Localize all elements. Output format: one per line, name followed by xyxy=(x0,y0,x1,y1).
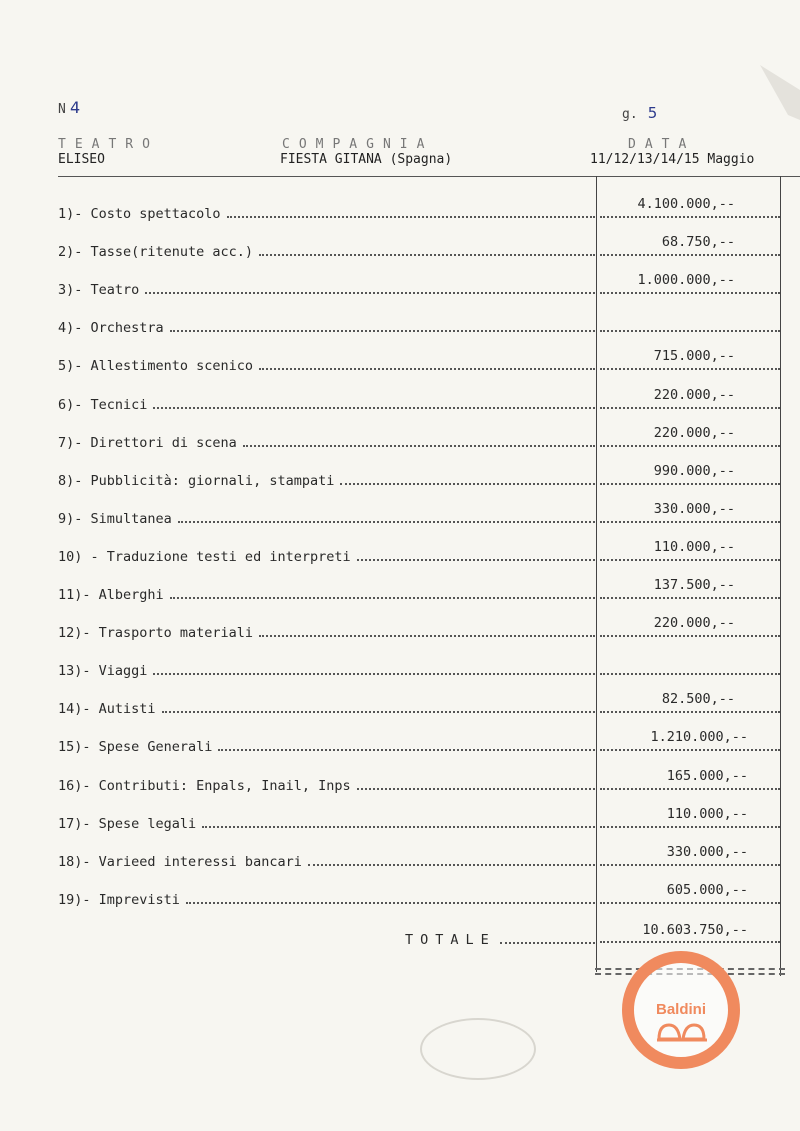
leader-dots xyxy=(259,368,595,370)
expense-row xyxy=(58,393,595,413)
compagnia-label: COMPAGNIA xyxy=(282,137,434,152)
leader-dots xyxy=(259,254,595,256)
expense-label: 9)- Simultanea xyxy=(58,511,172,527)
expense-amount: 1.000.000,-- xyxy=(637,272,735,288)
leader-dots xyxy=(243,445,595,447)
expense-row xyxy=(58,240,595,260)
leader-dots xyxy=(357,559,595,561)
leader-dots xyxy=(186,902,595,904)
amount-leader-dots xyxy=(600,407,780,409)
amount-leader-dots xyxy=(600,635,780,637)
sheet-number xyxy=(58,98,80,117)
expense-row xyxy=(58,583,595,603)
expense-row xyxy=(58,316,595,336)
amount-leader-dots xyxy=(600,330,780,332)
amount-leader-dots xyxy=(600,902,780,904)
data-label: DATA xyxy=(628,137,696,152)
compagnia-value: FIESTA GITANA (Spagna) xyxy=(280,152,453,167)
expense-amount: 220.000,-- xyxy=(653,425,735,441)
expense-amount: 330.000,-- xyxy=(666,844,748,860)
expense-row xyxy=(58,545,595,565)
open-book-icon xyxy=(656,1019,708,1043)
baldini-logo-text: Baldini xyxy=(655,1001,706,1018)
expense-row xyxy=(58,431,595,451)
amount-leader-dots xyxy=(600,673,780,675)
leader-dots xyxy=(340,483,595,485)
expense-label: 19)- Imprevisti xyxy=(58,892,180,908)
amount-leader-dots xyxy=(600,254,780,256)
expense-label: 14)- Autisti xyxy=(58,701,156,717)
expense-amount: 110.000,-- xyxy=(666,806,748,822)
expense-label: 12)- Trasporto materiali xyxy=(58,625,254,641)
leader-dots xyxy=(308,864,595,866)
expense-row xyxy=(58,202,595,222)
expense-row xyxy=(58,507,595,527)
leader-dots xyxy=(227,216,595,218)
amount-leader-dots xyxy=(600,826,780,828)
teatro-value: ELISEO xyxy=(58,152,105,167)
expense-amount: 330.000,-- xyxy=(653,501,735,517)
expense-label: 16)- Contributi: Enpals, Inail, Inps xyxy=(58,778,351,794)
amount-leader-dots xyxy=(600,559,780,561)
expense-row xyxy=(58,735,595,755)
amount-column-right-rule xyxy=(780,176,781,976)
expense-row xyxy=(58,354,595,374)
expense-amount: 165.000,-- xyxy=(666,768,748,784)
total-amount-dots xyxy=(600,941,780,943)
expense-row xyxy=(58,812,595,832)
amount-leader-dots xyxy=(600,292,780,294)
expense-label: 8)- Pubblicità: giornali, stampati xyxy=(58,473,335,489)
header-rule xyxy=(58,176,800,177)
leader-dots xyxy=(153,673,595,675)
data-value: 11/12/13/14/15 Maggio xyxy=(590,152,755,167)
expense-label: 3)- Teatro xyxy=(58,282,140,298)
leader-dots xyxy=(218,749,595,751)
expense-label: 13)- Viaggi xyxy=(58,663,148,679)
expense-row xyxy=(58,888,595,908)
amount-leader-dots xyxy=(600,216,780,218)
leader-dots xyxy=(202,826,595,828)
amount-leader-dots xyxy=(600,864,780,866)
expense-amount: 990.000,-- xyxy=(653,463,735,479)
total-row xyxy=(405,928,595,948)
amount-leader-dots xyxy=(600,597,780,599)
amount-column-left-rule xyxy=(596,176,597,972)
total-label: TOTALE xyxy=(405,932,496,948)
amount-leader-dots xyxy=(600,788,780,790)
expense-amount: 605.000,-- xyxy=(666,882,748,898)
expense-amount: 68.750,-- xyxy=(661,234,735,250)
leader-dots xyxy=(170,597,595,599)
amount-leader-dots xyxy=(600,711,780,713)
folded-corner-shape xyxy=(750,60,800,120)
teatro-label: TEATRO xyxy=(58,137,159,152)
sheet-number-value: 4 xyxy=(69,98,81,117)
baldini-logo-stamp xyxy=(622,951,740,1069)
leader-dots xyxy=(162,711,595,713)
expense-amount: 137.500,-- xyxy=(653,577,735,593)
expense-amount: 4.100.000,-- xyxy=(637,196,735,212)
expense-row xyxy=(58,469,595,489)
expense-amount: 1.210.000,-- xyxy=(650,729,748,745)
expense-amount: 110.000,-- xyxy=(653,539,735,555)
leader-dots xyxy=(153,407,595,409)
expense-label: 11)- Alberghi xyxy=(58,587,164,603)
sheet-number-label: N xyxy=(58,102,66,117)
expense-label: 6)- Tecnici xyxy=(58,397,148,413)
expense-label: 10) - Traduzione testi ed interpreti xyxy=(58,549,351,565)
leader-dots xyxy=(357,788,595,790)
expense-amount: 715.000,-- xyxy=(653,348,735,364)
leader-dots xyxy=(178,521,595,523)
expense-label: 7)- Direttori di scena xyxy=(58,435,237,451)
amount-leader-dots xyxy=(600,368,780,370)
expense-label: 4)- Orchestra xyxy=(58,320,164,336)
expense-row xyxy=(58,697,595,717)
leader-dots xyxy=(145,292,595,294)
amount-leader-dots xyxy=(600,749,780,751)
expense-amount: 220.000,-- xyxy=(653,387,735,403)
expense-label: 17)- Spese legali xyxy=(58,816,197,832)
page-number-label: g. xyxy=(622,107,638,122)
expense-label: 18)- Varieed interessi bancari xyxy=(58,854,302,870)
amount-leader-dots xyxy=(600,521,780,523)
expense-label: 1)- Costo spettacolo xyxy=(58,206,221,222)
expense-row xyxy=(58,659,595,679)
expense-amount: 82.500,-- xyxy=(661,691,735,707)
page-number xyxy=(622,104,657,122)
expense-label: 15)- Spese Generali xyxy=(58,739,213,755)
expense-row xyxy=(58,278,595,298)
leader-dots xyxy=(170,330,595,332)
expense-amount: 220.000,-- xyxy=(653,615,735,631)
total-leader-dots xyxy=(500,942,595,944)
expense-row xyxy=(58,850,595,870)
leader-dots xyxy=(259,635,595,637)
expense-row xyxy=(58,774,595,794)
total-amount: 10.603.750,-- xyxy=(642,922,748,938)
page-number-value: 5 xyxy=(647,104,658,122)
archive-stamp xyxy=(420,1018,536,1080)
expense-label: 5)- Allestimento scenico xyxy=(58,358,254,374)
expense-label: 2)- Tasse(ritenute acc.) xyxy=(58,244,254,260)
amount-leader-dots xyxy=(600,445,780,447)
amount-leader-dots xyxy=(600,483,780,485)
expense-row xyxy=(58,621,595,641)
